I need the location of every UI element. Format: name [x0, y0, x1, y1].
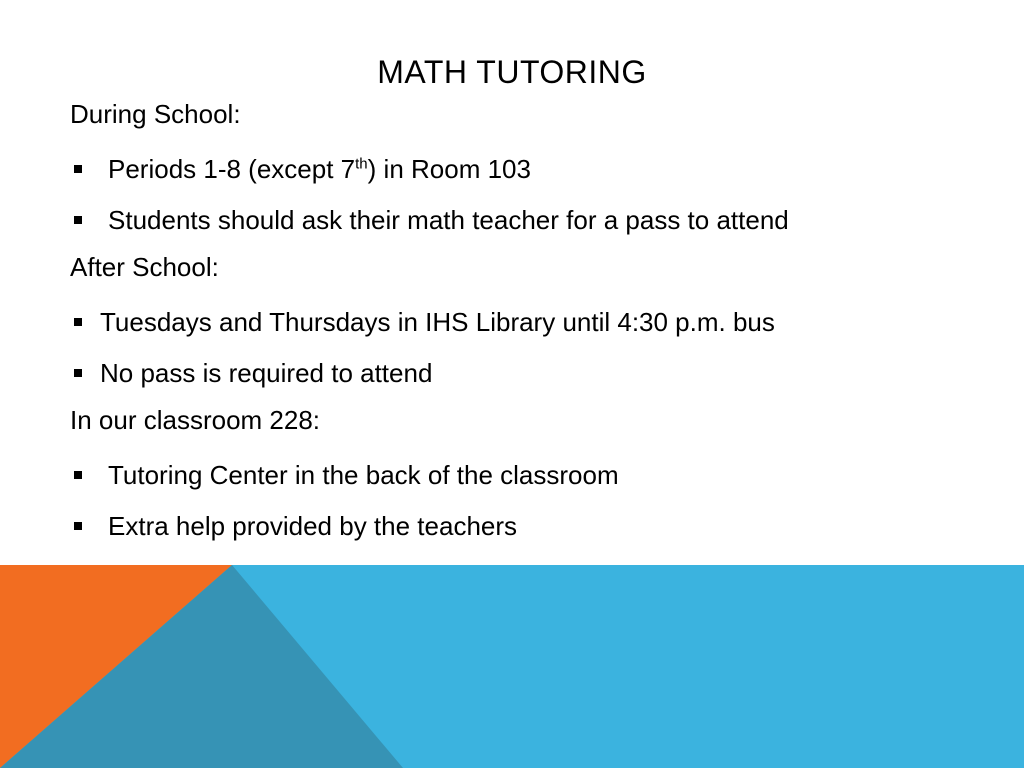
list-item [70, 296, 990, 347]
bullet-text: Tuesdays and Thursdays in IHS Library until 4:30 p.m. bus [100, 306, 775, 337]
list-item [70, 143, 990, 194]
bullet-text: No pass is required to attend [100, 357, 433, 388]
section-heading-during-school: During School: [70, 99, 241, 129]
square-bullet-icon [74, 471, 82, 479]
bullet-text: Students should ask their math teacher for a pass to attend [108, 204, 789, 235]
bullet-text [108, 147, 531, 191]
list-item [70, 500, 990, 551]
list-item [70, 347, 990, 398]
list-item [70, 194, 990, 245]
bullet-text-part: ) in Room 103 [367, 153, 531, 184]
square-bullet-icon [74, 216, 82, 224]
square-bullet-icon [74, 165, 82, 173]
square-bullet-icon [74, 369, 82, 377]
slide-body [70, 92, 990, 551]
bullet-text-part: Periods 1-8 (except 7 [108, 153, 356, 184]
decorative-footer-band [0, 565, 1024, 768]
square-bullet-icon [74, 318, 82, 326]
slide-title: MATH TUTORING [377, 54, 647, 90]
list-item [70, 449, 990, 500]
section-heading-classroom: In our classroom 228: [70, 405, 321, 435]
bullet-text: Tutoring Center in the back of the classroom [108, 459, 619, 490]
square-bullet-icon [74, 522, 82, 530]
superscript-text: th [355, 154, 368, 172]
section-heading-after-school: After School: [70, 252, 219, 282]
bullet-text: Extra help provided by the teachers [108, 510, 518, 541]
